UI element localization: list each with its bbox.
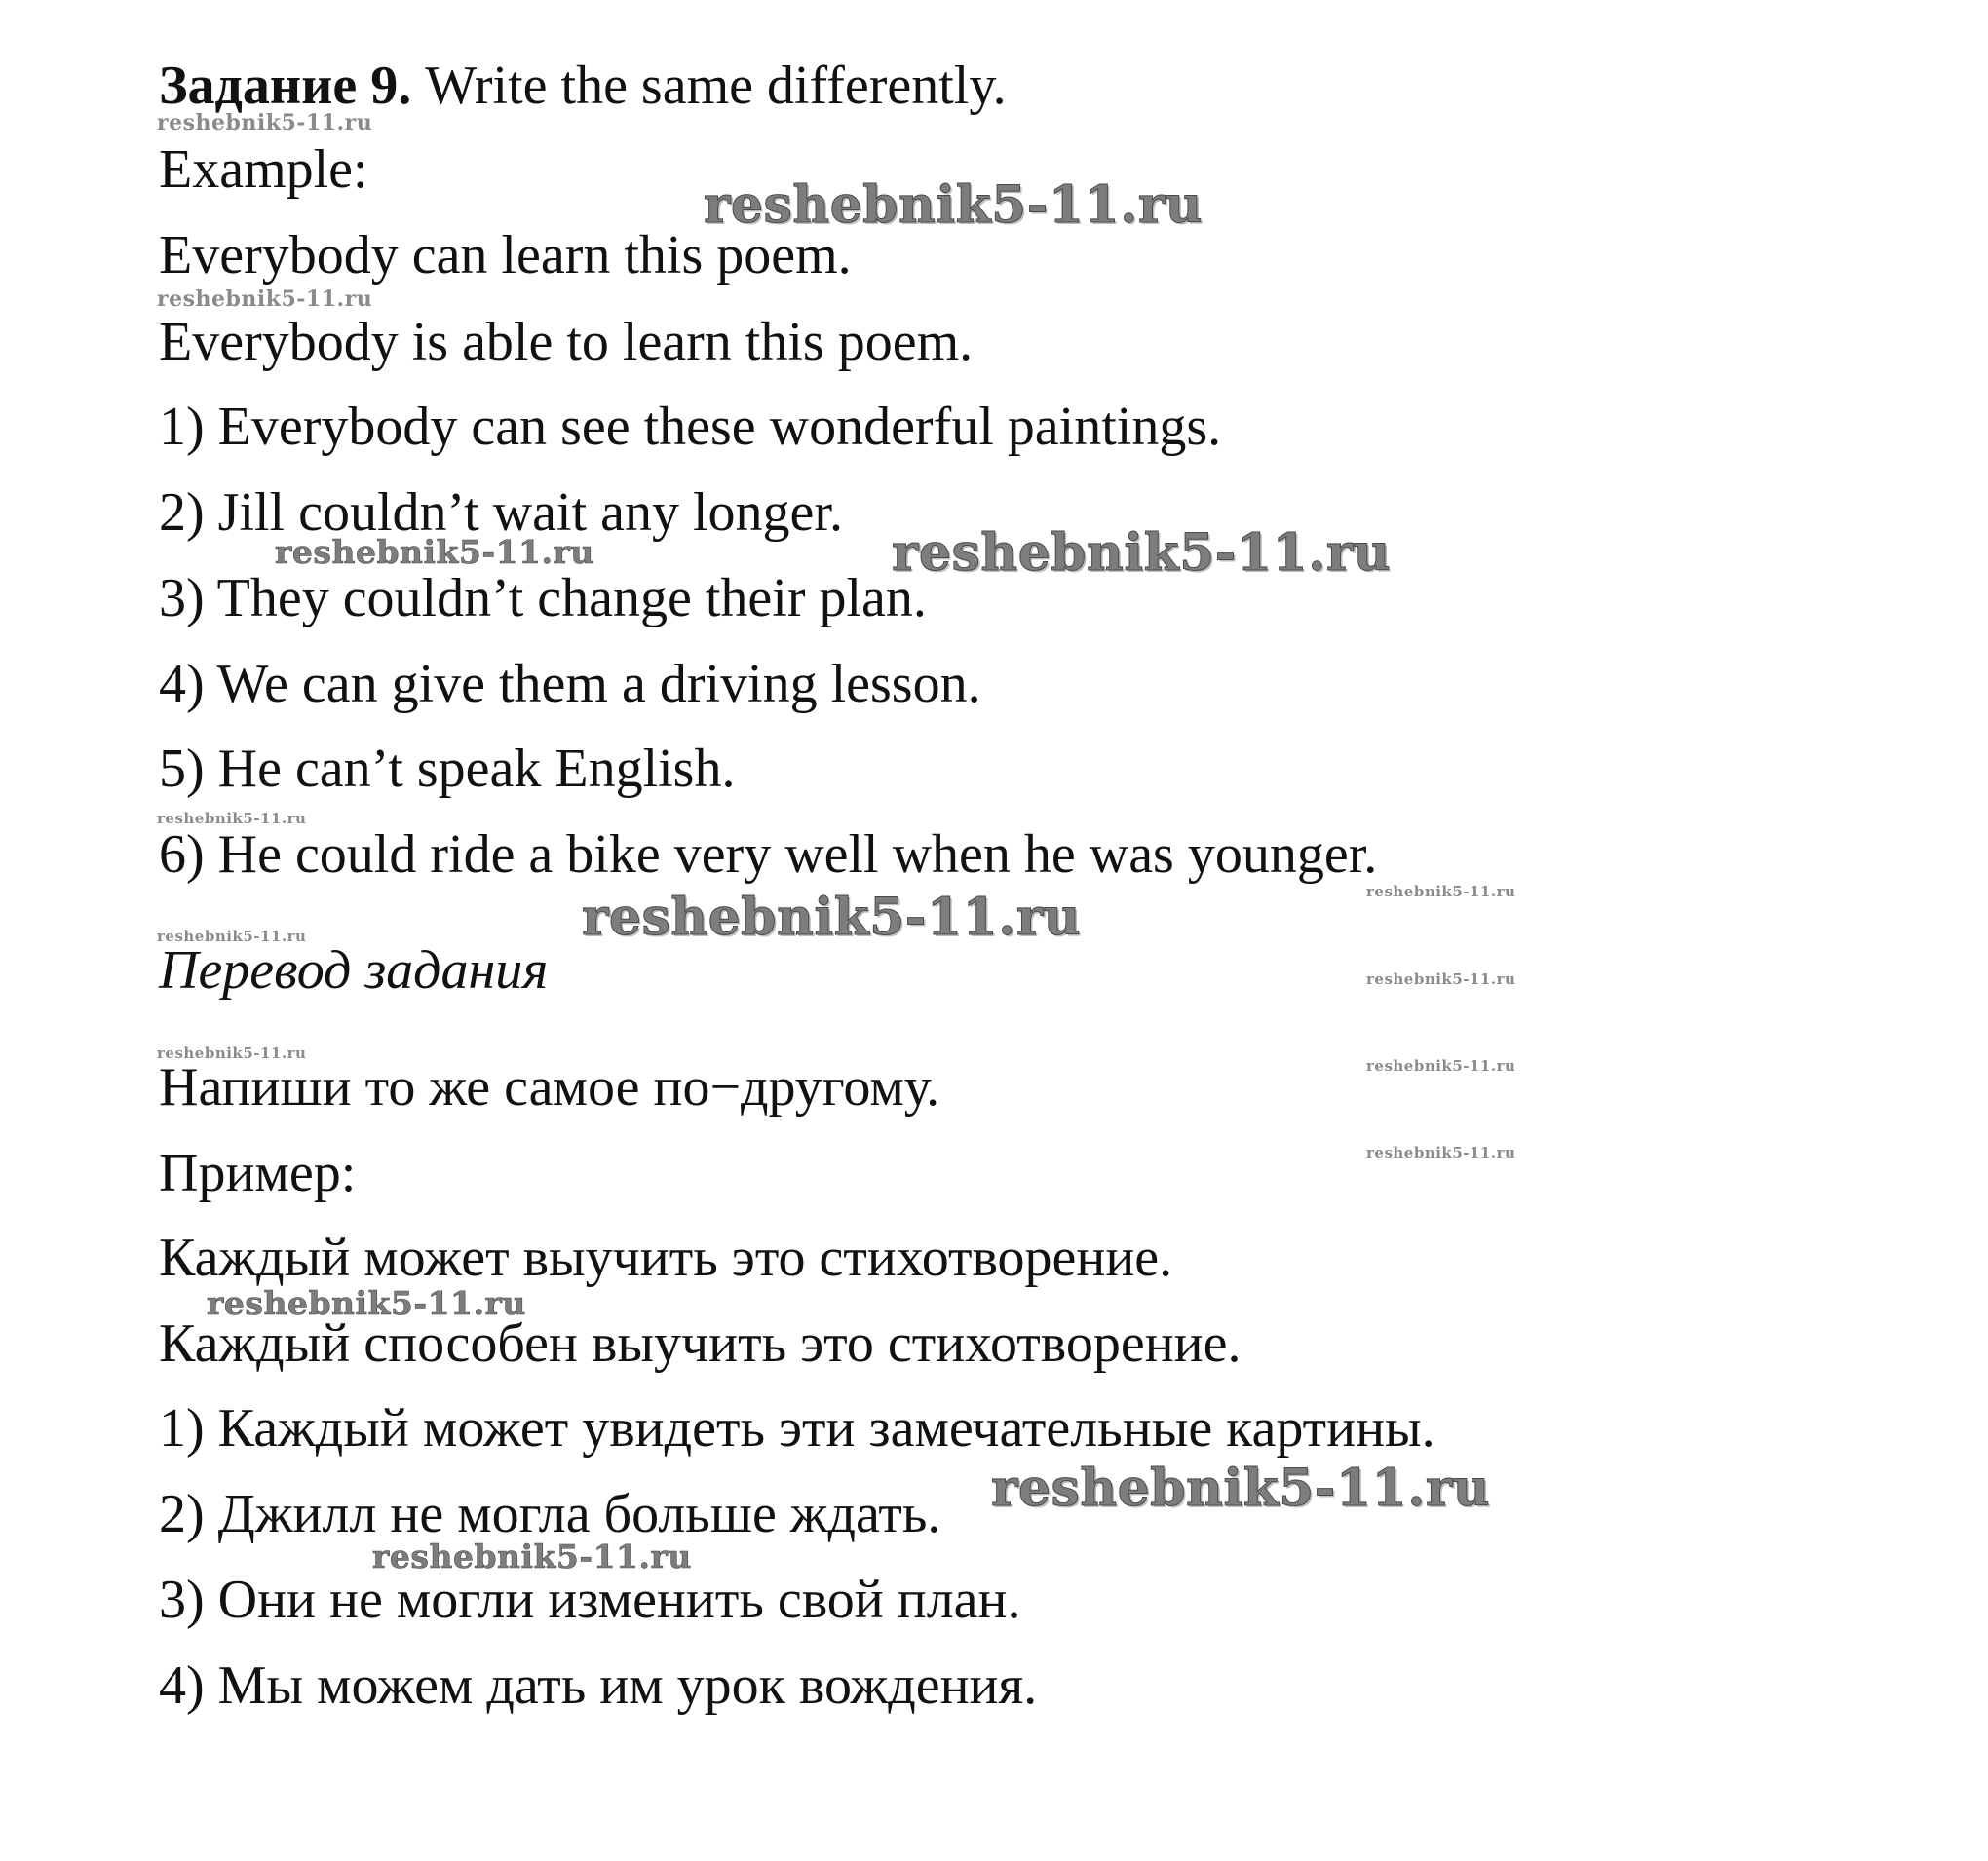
watermark: reshebnik5-11.ru [157,110,373,135]
example-original: Everybody can learn this poem. [159,225,852,285]
translation-item-2: 2) Джилл не могла больше ждать. [159,1484,941,1544]
watermark: reshebnik5-11.ru [1366,883,1516,900]
watermark: reshebnik5-11.ru [991,1459,1491,1518]
watermark: reshebnik5-11.ru [157,928,307,945]
exercise-item-6: 6) He could ride a bike very well when he was younger. [159,824,1378,885]
watermark: reshebnik5-11.ru [704,175,1204,235]
watermark: reshebnik5-11.ru [1366,970,1516,988]
translation-example-label: Пример: [159,1143,357,1203]
watermark: reshebnik5-11.ru [582,888,1082,947]
translation-item-1: 1) Каждый может увидеть эти замечательные картины. [159,1398,1435,1459]
watermark: reshebnik5-11.ru [1366,1144,1516,1161]
translation-heading: Перевод задания [159,940,549,1001]
watermark: reshebnik5-11.ru [157,286,373,312]
watermark: reshebnik5-11.ru [157,1044,307,1062]
watermark: reshebnik5-11.ru [1366,1057,1516,1075]
translation-item-3: 3) Они не могли изменить свой план. [159,1570,1021,1630]
exercise-item-5: 5) He can’t speak English. [159,739,736,799]
task-instruction: Write the same differently. [425,56,1007,116]
task-heading [159,54,1007,118]
translation-example-original: Каждый может выучить это стихотворение. [159,1228,1173,1288]
translation-instruction: Напиши то же самое по−другому. [159,1057,940,1118]
exercise-item-2: 2) Jill couldn’t wait any longer. [159,482,843,543]
watermark: reshebnik5-11.ru [207,1284,526,1322]
exercise-item-1: 1) Everybody can see these wonderful paintings. [159,397,1222,457]
example-label: Example: [159,139,368,200]
watermark: reshebnik5-11.ru [892,523,1392,583]
watermark: reshebnik5-11.ru [372,1538,692,1576]
task-label: Задание 9. [159,56,412,116]
watermark: reshebnik5-11.ru [275,533,594,571]
translation-example-rewritten: Каждый способен выучить это стихотворение. [159,1313,1242,1374]
exercise-item-4: 4) We can give them a driving lesson. [159,654,981,714]
translation-item-4: 4) Мы можем дать им урок вождения. [159,1655,1038,1716]
example-rewritten: Everybody is able to learn this poem. [159,312,974,372]
exercise-item-3: 3) They couldn’t change their plan. [159,568,927,628]
watermark: reshebnik5-11.ru [157,810,307,827]
